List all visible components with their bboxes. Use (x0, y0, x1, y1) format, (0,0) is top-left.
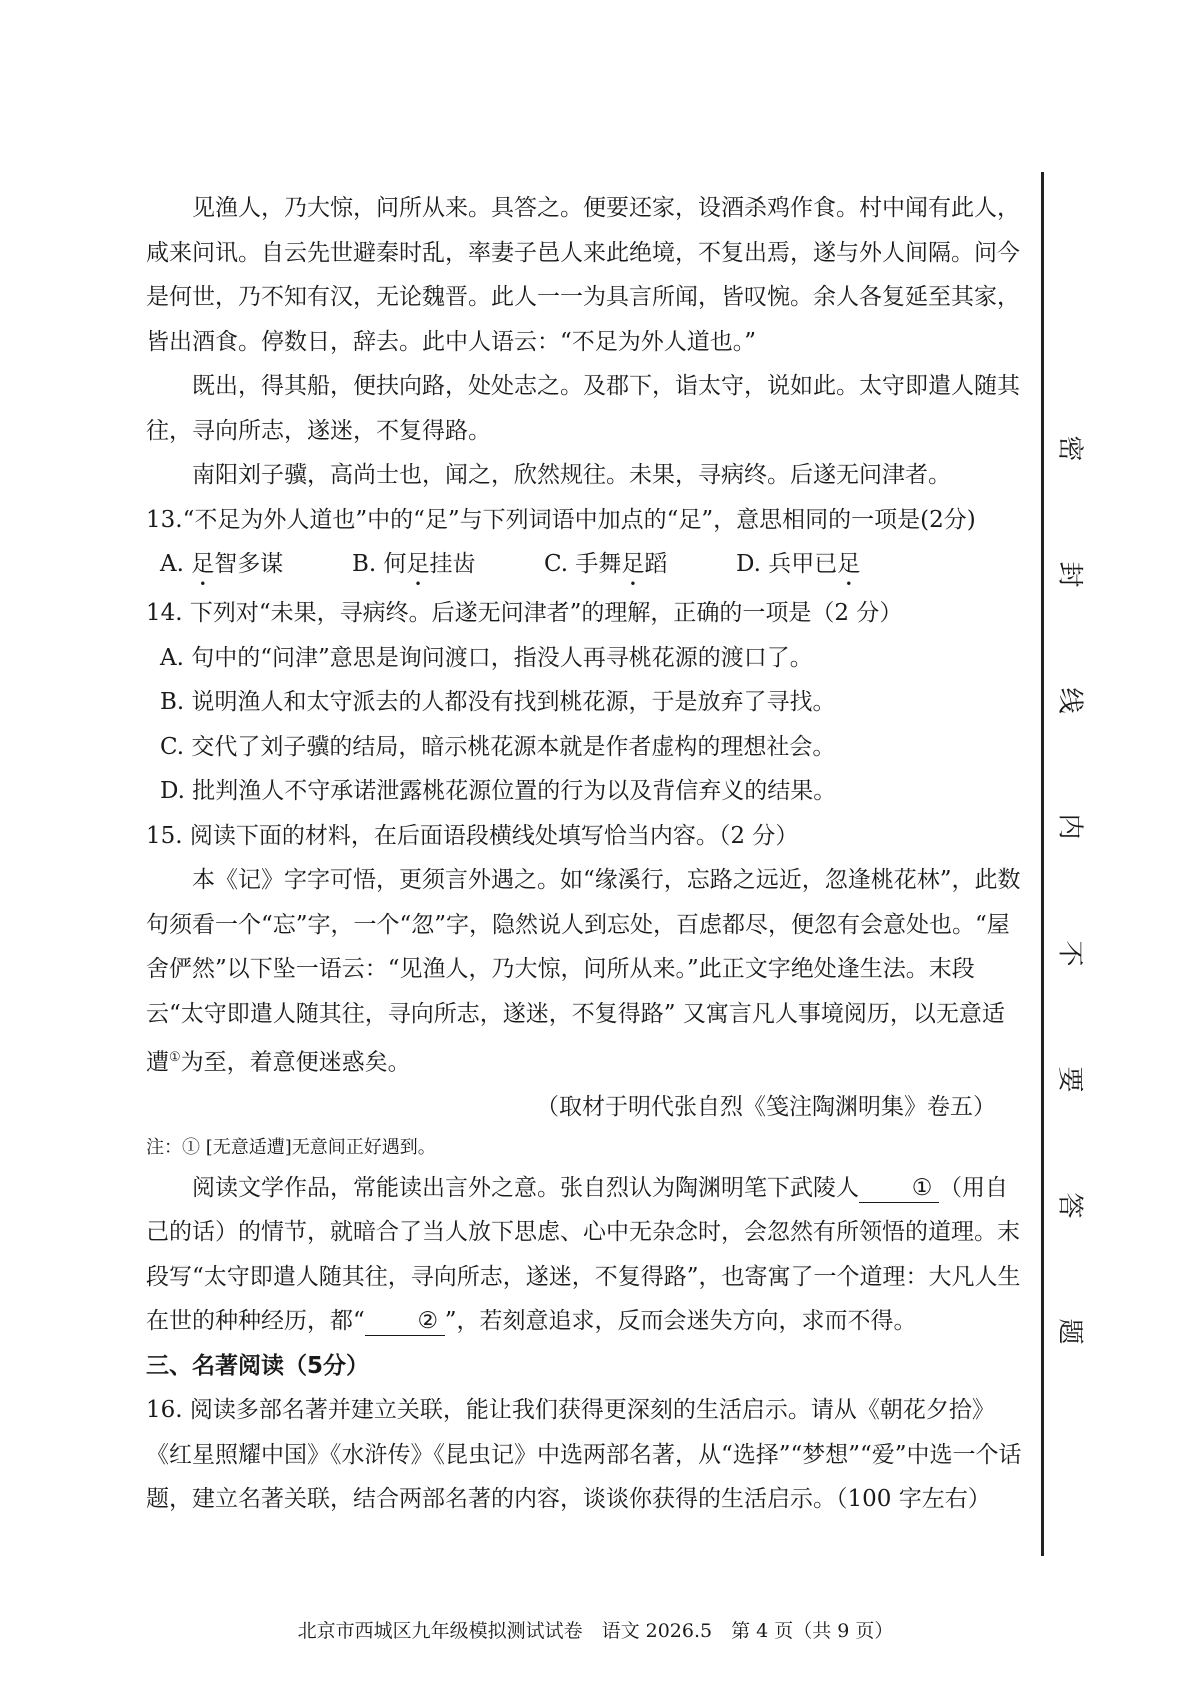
question-14-option-c: C. 交代了刘子骥的结局，暗示桃花源本就是作者虚构的理想社会。 (160, 733, 836, 760)
seal-line (1041, 172, 1044, 1556)
seal-char: 线 (1054, 687, 1085, 714)
question-13-option-c: C. 手舞足蹈 (544, 551, 668, 577)
question-15-source: （取材于明代张自烈《笺注陶渊明集》卷五） (536, 1094, 996, 1121)
passage-paragraph-1: 见渔人，乃大惊，问所从来。具答之。便要还家，设酒杀鸡作食。村中闻有此人，咸来问讯。自云先世避秦时乱，率妻子邑人来此绝境，不复出焉，遂与外人间隔。问今是何世，乃不知有汉，无论魏晋。此人一一为具言所闻，皆叹惋。余人各复延至其家，皆出酒食。停数日，辞去。此中人语云：“不足为外人道也。” (146, 195, 1020, 355)
seal-char: 内 (1054, 813, 1085, 840)
exam-content (146, 186, 1026, 1522)
question-15-stem: 15. 阅读下面的材料，在后面语段横线处填写恰当内容。（2 分） (146, 822, 799, 849)
question-13-option-d: D. 兵甲已足 (736, 551, 861, 577)
section-3-heading: 三、名著阅读（5分） (146, 1352, 370, 1379)
seal-char: 答 (1054, 1192, 1085, 1219)
note-marker: ① (169, 1050, 181, 1065)
seal-char: 密 (1054, 435, 1085, 462)
question-15-answer-paragraph: 阅读文学作品，常能读出言外之意。张自烈认为陶渊明笔下武陵人 ① （用自己的话）的情节，就暗合了当人放下思虑、心中无杂念时，会忽然有所领悟的道理。末段写“太守即遣人随其往，寻向所志，遂迷，不复得路”，也寄寓了一个道理：大凡人生在世的种种经历，都“ ② ”，若刻意追求，反而会迷失方向，求而不得。 (146, 1174, 1021, 1335)
question-13-option-b: B. 何足挂齿 (352, 551, 476, 577)
seal-char: 要 (1054, 1066, 1085, 1093)
question-13-options (146, 542, 1026, 591)
question-13-stem: 13.“不足为外人道也”中的“足”与下列词语中加点的“足”，意思相同的一项是(2分) (146, 506, 976, 533)
blank-2[interactable]: ② (365, 1307, 445, 1336)
question-14-stem: 14. 下列对“未果，寻病终。后遂无问津者”的理解，正确的一项是（2 分） (146, 600, 903, 626)
seal-char: 不 (1054, 940, 1085, 967)
question-16-stem: 16. 阅读多部名著并建立关联，能让我们获得更深刻的生活启示。请从《朝花夕拾》《红星照耀中国》《水浒传》《昆虫记》中选两部名著，从“选择”“梦想”“爱”中选一个话题，建立名著关联，结合两部名著的内容，谈谈你获得的生活启示。（100 字左右） (146, 1397, 1022, 1513)
question-13-option-a: A. 足智多谋 (160, 551, 284, 577)
seal-char: 题 (1054, 1318, 1085, 1345)
passage-paragraph-3: 南阳刘子骥，高尚士也，闻之，欣然规往。未果，寻病终。后遂无问津者。 (192, 462, 951, 488)
seal-char: 封 (1054, 561, 1085, 588)
blank-1[interactable]: ① (859, 1174, 939, 1203)
seal-line-notice (1052, 430, 1092, 1350)
question-14-option-a: A. 句中的“问津”意思是询问渡口，指没人再寻桃花源的渡口了。 (160, 644, 813, 671)
question-14-option-d: D. 批判渔人不守承诺泄露桃花源位置的行为以及背信弃义的结果。 (160, 778, 837, 804)
question-14-option-b: B. 说明渔人和太守派去的人都没有找到桃花源，于是放弃了寻找。 (160, 689, 836, 715)
question-15-material: 本《记》字字可悟，更须言外遇之。如“缘溪行，忘路之远近，忽逢桃花林”，此数句须看一个“忘”字，一个“忽”字，隐然说人到忘处，百虑都尽，便忽有会意处也。“屋舍俨然”以下坠一语云：“见渔人，乃大惊，问所从来。”此正文字绝处逢生法。末段云“太守即遣人随其往，寻向所志，遂迷，不复得路” 又寓言凡人事境阅历，以无意适遭①为至，着意便迷惑矣。 (146, 867, 1021, 1076)
page-footer: 北京市西城区九年级模拟测试试卷 语文 2026.5 第 4 页（共 9 页） (297, 1620, 894, 1642)
question-15-note: 注：① [无意适遭]无意间正好遇到。 (146, 1136, 436, 1158)
passage-paragraph-2: 既出，得其船，便扶向路，处处志之。及郡下，诣太守，说如此。太守即遣人随其往，寻向所志，遂迷，不复得路。 (146, 373, 1020, 444)
